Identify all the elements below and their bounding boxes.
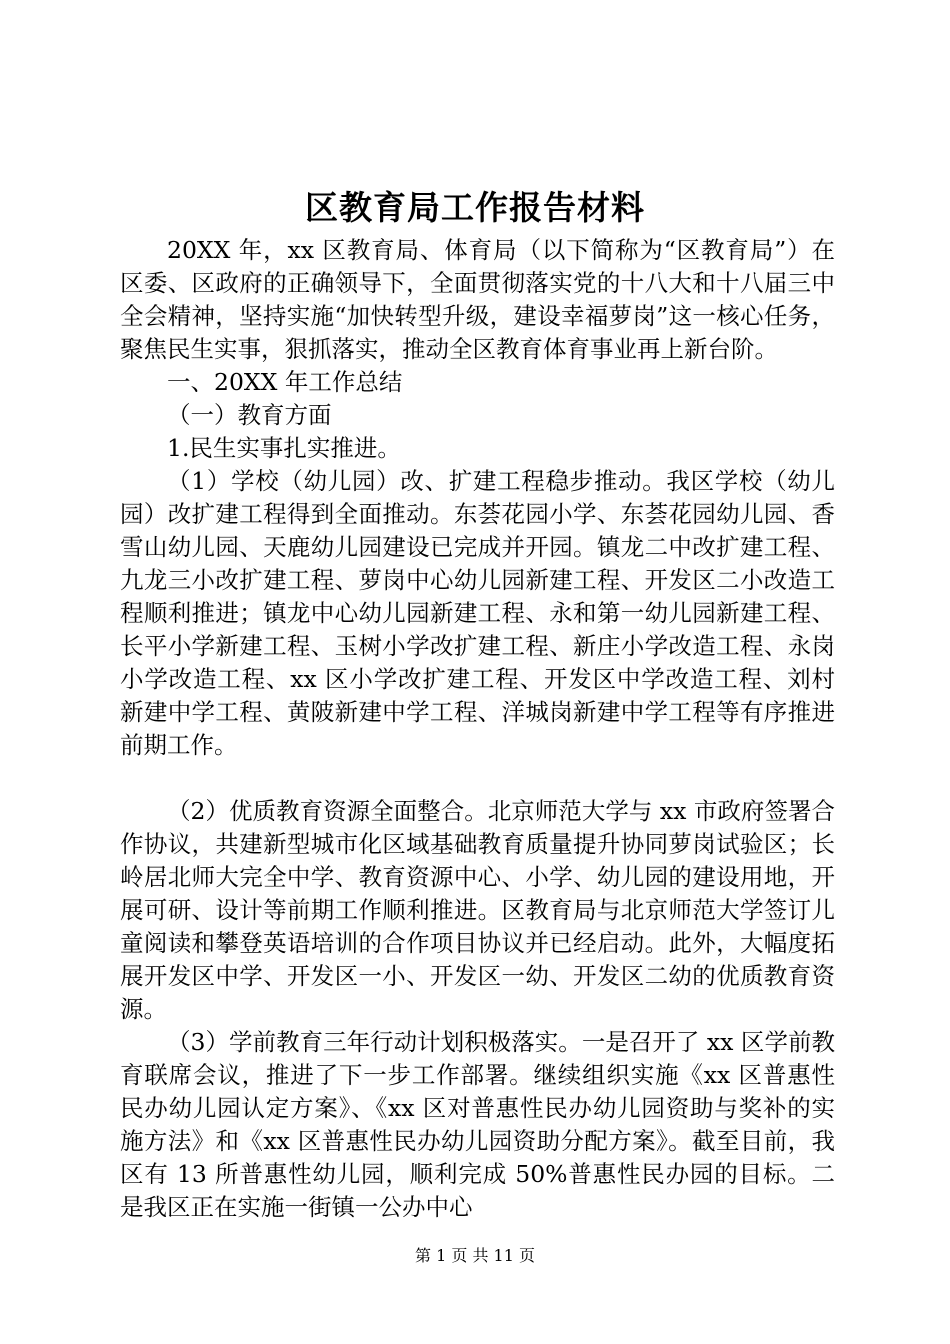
paragraph-quality-resources: （2）优质教育资源全面整合。北京师范大学与 xx 市政府签署合作协议，共建新型城市化区域基础教育质量提升协同萝岗试验区；长岭居北师大完全中学、教育资源中心、小学、幼儿园的建设用地，开展可研、设计等前期工作顺利推进。区教育局与北京师范大学签订儿童阅读和攀登英语培训的合作项目协议并已经启动。此外，大幅度拓展开发区中学、开发区一小、开发区一幼、开发区二幼的优质教育资源。 [120,797,835,1023]
section-heading-summary: 一、20XX 年工作总结 [167,368,403,396]
paragraph-preschool-plan: （3）学前教育三年行动计划积极落实。一是召开了 xx 区学前教育联席会议，推进了下一步工作部署。继续组织实施《xx 区普惠性民办幼儿园认定方案》、《xx 区对普惠性民办幼儿园资助与奖补的实施方法》和《xx 区普惠性民办幼儿园资助分配方案》。截至目前，我区有 13 所普惠性幼儿园，顺利完成 50%普惠性民办园的目标。二是我区正在实施一街镇一公办中心 [120,1028,835,1221]
paragraph-school-construction: （1）学校（幼儿园）改、扩建工程稳步推动。我区学校（幼儿园）改扩建工程得到全面推动。东荟花园小学、东荟花园幼儿园、香雪山幼儿园、天鹿幼儿园建设已完成并开园。镇龙二中改扩建工程、九龙三小改扩建工程、萝岗中心幼儿园新建工程、开发区二小改造工程顺利推进；镇龙中心幼儿园新建工程、永和第一幼儿园新建工程、长平小学新建工程、玉树小学改扩建工程、新庄小学改造工程、永岗小学改造工程、xx 区小学改扩建工程、开发区中学改造工程、刘村新建中学工程、黄陂新建中学工程、洋城岗新建中学工程等有序推进前期工作。 [120,467,835,759]
subsection-heading-education: （一）教育方面 [167,401,332,429]
item-heading-livelihood: 1.民生实事扎实推进。 [167,434,401,462]
document-title: 区教育局工作报告材料 [305,188,645,227]
page-footer: 第 1 页 共 11 页 [415,1246,535,1265]
document-body [120,234,835,1224]
intro-paragraph: 20XX 年，xx 区教育局、体育局（以下简称为“区教育局”）在区委、区政府的正确领导下，全面贯彻落实党的十八大和十八届三中全会精神，坚持实施“加快转型升级，建设幸福萝岗”这一核心任务，聚焦民生实事，狠抓落实，推动全区教育体育事业再上新台阶。 [120,236,835,363]
